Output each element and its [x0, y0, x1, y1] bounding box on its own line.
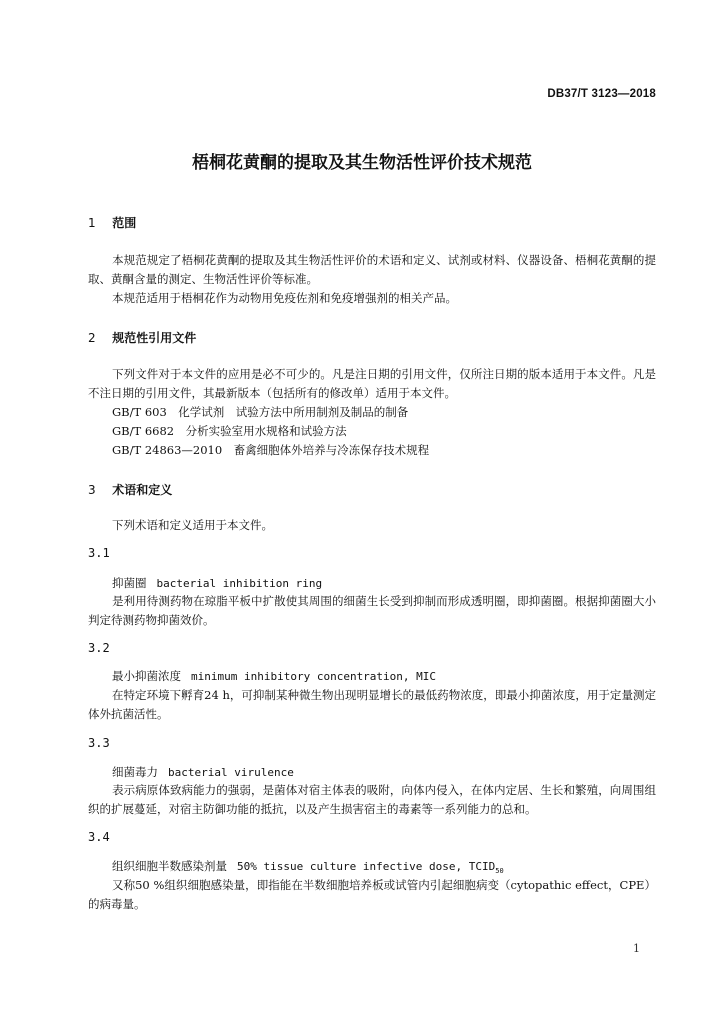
section-2-paragraph-1 — [88, 365, 656, 403]
paragraph-text: 本规范适用于梧桐花作为动物用免疫佐剂和免疫增强剂的相关产品。 — [112, 291, 457, 305]
term-definition — [88, 876, 656, 914]
paragraph-text: 下列术语和定义适用于本文件。 — [112, 518, 273, 532]
document-title: 梧桐花黄酮的提取及其生物活性评价技术规范 — [192, 153, 532, 173]
definition-text: 在特定环境下孵育24 h，可抑制某种微生物出现明显增长的最低药物浓度，即最小抑菌浓度，用于定量测定体外抗菌活性。 — [88, 688, 656, 721]
paragraph-text: 下列文件对于本文件的应用是必不可少的。凡是注日期的引用文件，仅所注日期的版本适用于本文件。凡是不注日期的引用文件，其最新版本（包括所有的修改单）适用于本文件。 — [88, 367, 656, 400]
section-number: 3 — [88, 483, 96, 497]
term-definition — [88, 686, 656, 724]
section-number: 1 — [88, 216, 96, 230]
term-entry — [112, 764, 294, 780]
term-entry — [112, 668, 436, 684]
term-entry — [112, 575, 322, 591]
term-english — [237, 860, 504, 876]
standard-code: DB37/T 3123—2018 — [547, 88, 656, 100]
section-title: 范围 — [112, 216, 137, 230]
term-definition — [88, 781, 656, 819]
term-definition — [88, 592, 656, 630]
normative-reference: GB/T 603 化学试剂 试验方法中所用制剂及制品的制备 — [112, 405, 409, 419]
section-1-paragraph-2 — [88, 289, 656, 308]
term-chinese: 组织细胞半数感染剂量 — [112, 859, 227, 873]
term-chinese: 抑菌圈 — [112, 576, 147, 590]
term-english-text: 50% tissue culture infective dose, TCID — [237, 860, 496, 873]
term-english: bacterial virulence — [168, 766, 294, 779]
normative-reference: GB/T 24863—2010 畜禽细胞体外培养与冷冻保存技术规程 — [112, 443, 430, 457]
subsection-number: 3.2 — [88, 641, 110, 655]
section-1-heading — [88, 214, 136, 231]
term-english: bacterial inhibition ring — [156, 577, 323, 590]
term-english: minimum inhibitory concentration, MIC — [191, 670, 437, 683]
term-chinese: 最小抑菌浓度 — [112, 669, 181, 683]
definition-text: 又称50 %组织细胞感染量，即指能在半数细胞培养板或试管内引起细胞病变（cytopathic effect，CPE）的病毒量。 — [88, 878, 656, 911]
section-title: 术语和定义 — [112, 483, 173, 497]
section-2-heading — [88, 329, 196, 346]
definition-text: 表示病原体致病能力的强弱，是菌体对宿主体表的吸附，向体内侵入，在体内定居、生长和繁殖，向周围组织的扩展蔓延，对宿主防御功能的抵抗，以及产生损害宿主的毒素等一系列能力的总和。 — [88, 783, 656, 816]
subsection-number: 3.1 — [88, 546, 110, 560]
subsection-number: 3.4 — [88, 830, 110, 844]
section-3-heading — [88, 481, 172, 498]
term-entry — [112, 858, 504, 875]
section-title: 规范性引用文件 — [112, 331, 197, 345]
normative-reference: GB/T 6682 分析实验室用水规格和试验方法 — [112, 424, 347, 438]
term-chinese: 细菌毒力 — [112, 765, 158, 779]
section-number: 2 — [88, 331, 96, 345]
subsection-number: 3.3 — [88, 736, 110, 750]
definition-text: 是利用待测药物在琼脂平板中扩散使其周围的细菌生长受到抑制而形成透明圈，即抑菌圈。根据抑菌圈大小判定待测药物抑菌效价。 — [88, 594, 656, 627]
paragraph-text: 本规范规定了梧桐花黄酮的提取及其生物活性评价的术语和定义、试剂或材料、仪器设备、梧桐花黄酮的提取、黄酮含量的测定、生物活性评价等标准。 — [88, 253, 656, 286]
section-1-paragraph-1 — [88, 251, 656, 289]
page-number: 1 — [633, 942, 640, 955]
term-subscript: 50 — [495, 867, 504, 876]
section-3-paragraph-1 — [88, 516, 656, 535]
